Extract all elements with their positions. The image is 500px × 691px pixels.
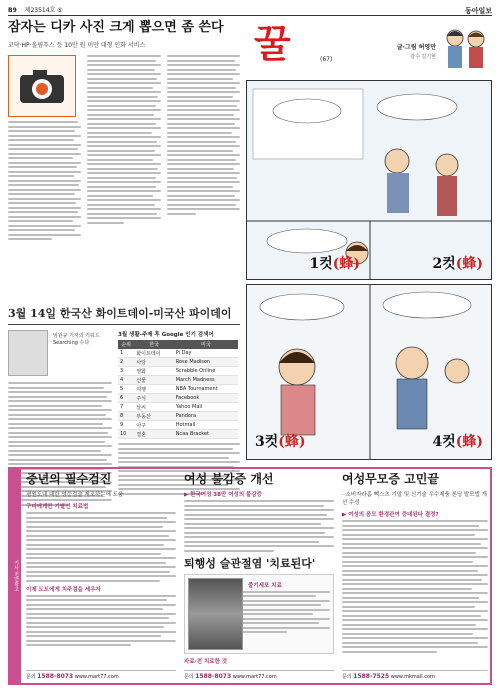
table-row xyxy=(118,349,238,358)
cell-usa: Pandora xyxy=(174,412,238,421)
column-caption: 임원규 기자의 키워드 Searching 수다 xyxy=(53,333,100,346)
cell-usa: Ncaa Bracket xyxy=(174,430,238,439)
cell-rank: 9 xyxy=(118,421,134,430)
table-row xyxy=(118,403,238,412)
cell-korea: 화이트데이 xyxy=(134,349,173,358)
ad-section xyxy=(8,467,492,685)
cell-korea: 영화 xyxy=(134,367,173,376)
ad2-site: www.mart77.com xyxy=(232,674,277,680)
ad1-section-heading: 구미에게만 기별인 치료법 xyxy=(26,504,89,510)
article1-col-2 xyxy=(87,55,160,243)
ad3-title: 여성무모증 고민끝 xyxy=(342,472,439,486)
cell-rank: 5 xyxy=(118,385,134,394)
cell-rank: 1 xyxy=(118,349,134,358)
ad1-contact xyxy=(26,670,176,680)
cell-usa: Pi Day xyxy=(174,349,238,358)
page-number: B9 xyxy=(8,7,17,14)
cell-rank: 3 xyxy=(118,367,134,376)
panel-ru: (蜂) xyxy=(455,434,483,450)
panel-label-2 xyxy=(432,253,483,273)
article1-col-1 xyxy=(8,55,81,243)
cell-rank: 10 xyxy=(118,430,134,439)
panel-ru: (蜂) xyxy=(455,256,483,272)
panel-number: 2컷 xyxy=(432,256,456,272)
ad2-contact xyxy=(184,670,334,680)
panel-number: 1컷 xyxy=(309,256,333,272)
edition-info: 제23514호 ⑤ xyxy=(24,7,63,14)
ad-midlife-checkup xyxy=(26,472,176,682)
article1-headline: 잠자는 디카 사진 크게 뽑으면 좀 쓴다 xyxy=(8,20,224,35)
article1-col-3 xyxy=(167,55,240,243)
comic-title: 꿀 xyxy=(254,21,291,66)
cell-usa: Yahoo Mail xyxy=(174,403,238,412)
comic-panel-3-4 xyxy=(246,284,492,460)
comic-author: 글·그림 허영만 xyxy=(396,44,436,51)
table-row xyxy=(118,367,238,376)
table-row xyxy=(118,412,238,421)
cell-korea: 선물 xyxy=(134,376,173,385)
ad3-phone: 1588-7525 xyxy=(353,673,390,680)
ad3-site: www.mkmall.com xyxy=(390,674,435,680)
cell-usa: March Madness xyxy=(174,376,238,385)
ad2-section-heading: ▶ 한국여성 38만 여성의 불감증 xyxy=(184,492,262,498)
cell-korea: 부동산 xyxy=(134,412,173,421)
cell-usa: Rose Madison xyxy=(174,358,238,367)
characters-illustration-icon xyxy=(440,22,490,72)
ad-female-health xyxy=(184,472,334,682)
comic-header xyxy=(246,20,492,78)
cell-rank: 7 xyxy=(118,403,134,412)
col-header-rank: 순위 xyxy=(118,340,134,349)
comic-number: (67) xyxy=(320,56,333,63)
ad-section-tag: 기사 전면광고 xyxy=(10,469,21,683)
panel-number: 3컷 xyxy=(255,434,279,450)
cell-korea: 사탕 xyxy=(134,358,173,367)
cell-rank: 6 xyxy=(118,394,134,403)
table-row xyxy=(118,358,238,367)
newspaper-name: 동아일보 xyxy=(464,7,492,15)
ad2-title-2: 퇴행성 슬관절염 '치료된다' xyxy=(184,556,316,570)
article2-headline: 3월 14일 한국산 화이트데이-미국산 파이데이 xyxy=(8,305,240,325)
cell-usa: Hotmail xyxy=(174,421,238,430)
panel-label-1 xyxy=(309,253,360,273)
cell-usa: Scrabble Online xyxy=(174,367,238,376)
search-rank-table xyxy=(118,330,238,439)
table-caption: 3월 생활-주제 후 Google 인기 검색어 xyxy=(118,332,214,338)
col-header-usa: 미국 xyxy=(174,340,238,349)
cell-usa: NBA Tournament xyxy=(174,385,238,394)
comic-supervisor: 감수 김기현 xyxy=(410,54,436,60)
knee-xray-image xyxy=(188,578,243,650)
cell-korea: 여행 xyxy=(134,385,173,394)
table-row xyxy=(118,376,238,385)
article1-subhead: 코닥·HP·올림푸스 등 10만 원 미만 대형 인화 서비스 xyxy=(8,42,146,49)
camera-icon xyxy=(8,55,76,117)
reporter-photo xyxy=(8,330,100,376)
ad1-phone-label: 문의 xyxy=(26,674,36,680)
ad2-phone: 1588-8073 xyxy=(195,673,232,680)
ad2-title: 여성 불감증 개선 xyxy=(184,472,274,486)
ad1-subtitle: 평원도내 대한 영등검술 제조하는에 도움 xyxy=(26,492,124,498)
table-row xyxy=(118,430,238,439)
page-header xyxy=(8,6,492,16)
panel-number: 4컷 xyxy=(432,434,456,450)
table-row xyxy=(118,394,238,403)
panel-ru: (蜂) xyxy=(278,434,306,450)
ad3-contact xyxy=(342,670,488,680)
ad2-xray-box xyxy=(184,574,334,654)
panel-ru: (蜂) xyxy=(332,256,360,272)
ad1-phone: 1588-8073 xyxy=(37,673,74,680)
table-row xyxy=(118,385,238,394)
comic-strip xyxy=(246,20,492,460)
cell-korea: 날씨 xyxy=(134,403,173,412)
panel-label-4 xyxy=(432,431,483,451)
cell-rank: 4 xyxy=(118,376,134,385)
cell-rank: 2 xyxy=(118,358,134,367)
cell-korea: 결혼 xyxy=(134,430,173,439)
ad2-xray-caption: 줄기세포 치료 xyxy=(248,582,282,589)
ad1-title: 중년의 필수검진 xyxy=(26,472,112,486)
ad2-phone-label: 문의 xyxy=(184,674,194,680)
comic-panel-1-2 xyxy=(246,80,492,280)
ad3-section-heading: ▶ 여성의 음모 환경관여 증대된다 결정? xyxy=(342,512,439,518)
cell-korea: 야구 xyxy=(134,421,173,430)
ad3-subtitle: · 소비자라홈 빽스츠 기말 및 신기술 우수제품 본딩 발모법 개선 수성 xyxy=(342,492,487,506)
ad-hair-loss xyxy=(342,472,488,682)
ad3-phone-label: 문의 xyxy=(342,674,352,680)
ad2-section-heading-2: 자료·전 치료한 것 xyxy=(184,658,228,665)
cell-korea: 주식 xyxy=(134,394,173,403)
cell-usa: Facebook xyxy=(174,394,238,403)
ad1-site: www.mart77.com xyxy=(74,674,119,680)
table-row xyxy=(118,421,238,430)
col-header-korea: 한국 xyxy=(134,340,173,349)
article-digital-camera xyxy=(8,20,240,243)
ad1-section-heading-2: 이제 도트에게 치주검을 세우자 xyxy=(26,586,101,593)
panel-label-3 xyxy=(255,431,306,451)
cell-rank: 8 xyxy=(118,412,134,421)
